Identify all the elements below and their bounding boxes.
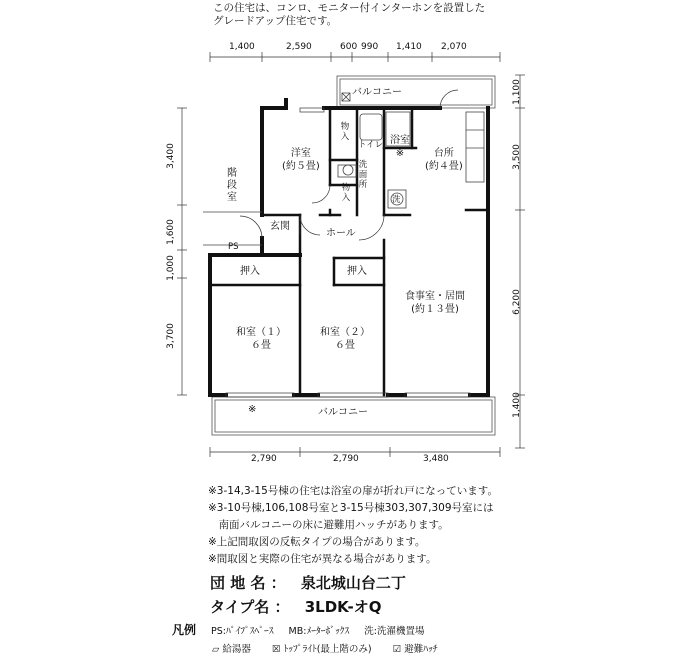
yokushitsu-label: [390, 134, 410, 160]
type-row: [210, 596, 381, 617]
youshitsu-label: [282, 147, 320, 173]
note-2: ※3-10号棟,106,108号室と3-15号棟303,307,309号室には: [208, 502, 494, 514]
dim-bottom-1: 2,790: [251, 454, 277, 464]
oshiire-2-label: 押入: [347, 266, 367, 277]
legend-ps: PS:ﾊﾟｲﾌﾟｽﾍﾟｰｽ: [211, 626, 274, 637]
note-4: ※上記間取図の反転タイプの場合があります。: [208, 536, 426, 548]
hatch-mark: ※: [248, 404, 257, 415]
ps-label: PS: [228, 242, 239, 252]
intro-line-1: この住宅は、コンロ、モニター付インターホンを設置した: [213, 2, 486, 14]
hall-label: ホール: [326, 228, 356, 239]
washitsu-2-size: ６畳: [335, 340, 355, 351]
note-3: 南面バルコニーの床に避難用ハッチがあります。: [208, 519, 449, 531]
genkan-label: 玄関: [270, 221, 290, 232]
dim-top-4: 990: [361, 42, 379, 52]
notes: [208, 483, 498, 568]
stair-label: 階段室: [227, 168, 237, 203]
dim-top-2: 2,590: [286, 42, 312, 52]
dim-top-6: 2,070: [441, 42, 467, 52]
legend-toplight: ﾄｯﾌﾟﾗｲﾄ(最上階のみ): [283, 644, 372, 655]
washitsu-1-name: 和室（１）: [236, 327, 286, 338]
dim-top-1: 1,400: [229, 42, 255, 52]
washitsu-1-label: [236, 326, 286, 352]
senmenjo-label: 洗面所: [358, 160, 368, 190]
note-5: ※間取図と実際の住宅が異なる場合があります。: [208, 553, 437, 565]
dim-right-2: 3,500: [511, 144, 522, 170]
legend-title: 凡例: [172, 623, 197, 637]
washitsu-2-name: 和室（２）: [320, 327, 370, 338]
legend: [172, 621, 437, 659]
dim-top-5: 1,410: [396, 42, 422, 52]
dim-left-4: 3,700: [165, 323, 176, 349]
yokushitsu-name: 浴室: [390, 135, 410, 146]
dim-right-4: 1,400: [511, 392, 522, 418]
dim-top-3: 600: [340, 42, 358, 52]
balcony-bottom-label: バルコニー: [318, 407, 368, 418]
daidokoro-size: (約４畳): [425, 161, 463, 172]
daidokoro-label: [425, 147, 463, 173]
danchi-label: 団 地 名 ：: [210, 574, 286, 592]
danchi-row: [210, 572, 406, 593]
danchi-value: 泉北城山台二丁: [300, 574, 406, 592]
legend-mb: MB:ﾒｰﾀｰﾎﾞｯｸｽ: [288, 626, 350, 637]
dim-bottom-2: 2,790: [333, 454, 359, 464]
dim-left-2: 1,600: [165, 219, 176, 245]
youshitsu-name: 洋室: [290, 148, 311, 159]
shokuji-size: (約１３畳): [411, 304, 459, 315]
dim-right-3: 6,200: [511, 289, 522, 315]
shokuji-name: 食事室・居間: [405, 291, 465, 302]
toplight-icon: ☒: [271, 644, 281, 655]
dim-right-1: 1,100: [511, 79, 522, 105]
daidokoro-name: 台所: [433, 148, 454, 159]
stair-area: [203, 212, 262, 245]
legend-hatch: 避難ﾊｯﾁ: [404, 644, 438, 655]
intro-line-2: グレードアップ住宅です。: [213, 15, 338, 27]
type-label: タイプ名 ：: [210, 598, 290, 616]
hatch-icon: ☑: [392, 644, 402, 655]
yokushitsu-mark: ※: [395, 148, 405, 159]
shokuji-label: [405, 290, 465, 316]
legend-sentaku: 洗:洗濯機置場: [364, 626, 425, 637]
toilet-label: トイレ: [358, 140, 384, 150]
kyuto-icon: ▱: [212, 644, 220, 655]
type-value: 3LDK-オQ: [304, 598, 382, 616]
oshiire-1-label: 押入: [240, 266, 260, 277]
dim-left-3: 1,000: [165, 255, 176, 281]
note-1: ※3-14,3-15号棟の住宅は浴室の扉が折れ戸になっています。: [208, 485, 498, 497]
dim-left-1: 3,400: [165, 143, 176, 169]
monoire-1-label: 物入: [340, 122, 350, 142]
washitsu-2-label: [320, 326, 370, 352]
monoire-2-label: 物入: [341, 183, 351, 203]
legend-kyuto: 給湯器: [222, 644, 251, 655]
washitsu-1-size: ６畳: [251, 340, 271, 351]
laundry-mark: 洗: [392, 195, 401, 205]
balcony-top-label: バルコニー: [352, 87, 402, 98]
dim-bottom-3: 3,480: [423, 454, 449, 464]
youshitsu-size: (約５畳): [282, 161, 320, 172]
